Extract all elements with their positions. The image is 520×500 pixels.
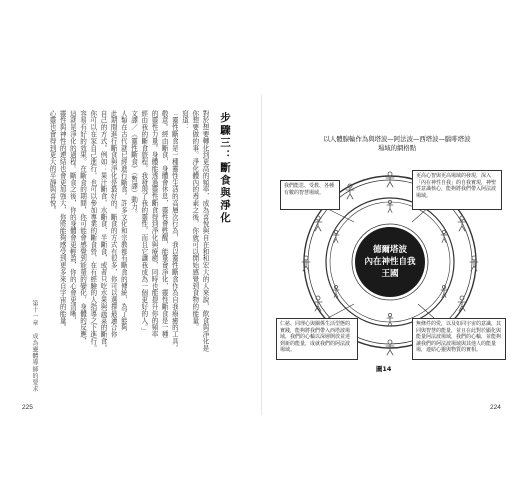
center-label-line-1: 德爾塔波 <box>372 245 407 255</box>
center-label <box>355 244 425 280</box>
text-column: 敬意。經由斷食，身體會休息，靈性會甦醒，能量會淨化，靈性斷食是一種 <box>160 110 169 338</box>
text-column: 這就是淨化的過程。斷食之後，你的身體會更輕盈，你的心會更清晰， <box>68 110 77 324</box>
text-column: 經由我的斷食旅程，我發現了我的靈性，而且它讓我成為一個更好的人。」 <box>139 110 148 335</box>
callout-bottom-right: 無條件的愛，以及如同宇宙的意識，其同與智慧的能量，並且在此對於顯化與能量阿法波場域，我們的心輪，並能夠讓我們的阿法波場域與其他人的能量場，連結心靈與物質的實相。 <box>412 318 506 360</box>
text-column: 對於想要轉化到更高的頻率，成為喜悅與自在和和宏大的人來說，飲食與淨化是 <box>201 110 209 352</box>
text-column: 心靈也會得到更大的平靜與喜悅。 <box>48 110 56 214</box>
text-column: 的靈性力量。身體能透過靈性斷食得到淨化與療癒，同時也能提升你的頻率 <box>150 110 158 338</box>
text-column: 寫道： <box>180 110 189 131</box>
text-column: 人類在古代就已經進行斷食。許多文化和宗教都有斷食的傳統，為了能夠 <box>119 110 128 331</box>
text-column: 此期間進行斷食與淨化是最好的。斷食的方式有很多，你可以選擇最適合你 <box>109 110 118 338</box>
right-page <box>262 0 520 500</box>
section-title: 步驟三：斷食與淨化 <box>219 112 231 225</box>
diagram-title: 以人體腺輪作為與塔波—阿法波—西塔波—腦啡塔波場域的網格點 <box>323 135 471 152</box>
figure-label: 圖14 <box>376 365 392 373</box>
page-number-right: 224 <box>490 404 501 411</box>
running-header: 第十一章 成為靈體導師的要求 <box>31 300 38 393</box>
center-label-line-3: 王國 <box>381 269 399 279</box>
text-column: 「靈性斷食是一種靈性生活的高層次行為，我以靈性斷食作為自我療癒的工具。 <box>170 110 179 352</box>
callout-bottom-left: 仁慈、同理心與關係生活型態的實踐，能夠將我們帶入西塔波場域，我們的心輪以深層開放並達到新的能量，成就我們的阿法波場域。 <box>276 318 358 360</box>
text-column: 文譯／《靈性斷食》（暫譯）動力。 <box>129 110 138 218</box>
text-column: 你可以在家自己進行，也可以參加專業的斷食營，在有經驗的人指導之下進行。 <box>88 110 97 352</box>
callout-top-right: 更高心智與更高場域的發現，深入「內在神性自我」的自我實現，神聖性意識核心，能夠將我們帶入阿法波場域。 <box>412 170 502 210</box>
center-label-line-2: 內在神性自我 <box>364 257 416 267</box>
page-number-left: 225 <box>22 404 33 411</box>
text-column: 容易有好的效果。在斷食的期間，你可能會感覺到能量的變化，身體的反應， <box>78 110 87 345</box>
text-column: 靈性與神性的連結也會更加強大，你將能夠感受到更多來自宇宙的能量。 <box>58 110 67 331</box>
callout-top-left: 我們能思、受教、各種有數的智慧場域。 <box>280 180 340 210</box>
text-column: 自己的方式。例如：果汁斷食、水斷食、半斷食，或者只吃水果與蔬菜的斷食。 <box>99 110 107 352</box>
text-column: 你想要做的事。淨化體內的毒素之後，你就可以開始感覺到食物的能量。 <box>190 110 199 331</box>
